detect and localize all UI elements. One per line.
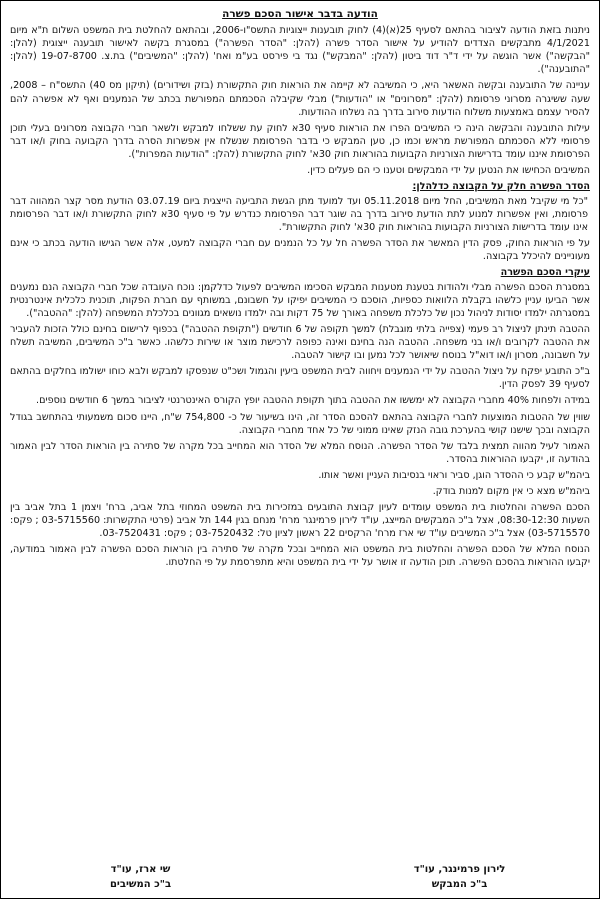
benefit-value-paragraph: שווין של ההטבות המוצעות לחברי הקבוצה בהתאם להסכם הסדר זה, הינו בשיעור של כ- 754,800 ש"ח, היינו סכום משמעותי בהתחשב בגודל הקבוצה ובכך שישנו קושי בהערכת גובה הנזק שאינו ממוני של כל אחד מחברי הקבוצה. [10,411,590,436]
claimant-counsel-name: לירון פרמינגר, עו"ד [413,864,506,875]
claimant-counsel-role: ב"כ המבקש [431,879,488,890]
settlement-group-heading: הסדר הפשרה חלק על הקבוצה כדלהלן: [412,180,590,192]
extension-paragraph: במידה ולפחות 40% מחברי הקבוצה לא ימששו את ההטבה בתוך תקופת ההטבה יופץ הקורס האינטרנטי לציבור במשך 6 חודשים נוספים. [36,395,590,407]
benefit-terms-paragraph: ההטבה תינתן לניצול רב פעמי (צפייה בלתי מוגבלת) למשך תקופה של 6 חודשים ("תקופת ההטבה") בכפוף לרישום בחינם כולל הזכות להעביר את ההטבה לקרובים ו/או בני משפחה. ההטבה הנה בחינם ואינה כפופה לרכישת מוצר או שירות כלשהו. כאשר ב"כ המשיבים, המשיבה תשלח על חשבונה, מסרון ו/או דוא"ל בנוסח שיאושר לכל נמען ובו קישור להטבה. [10,324,590,362]
court-approval-paragraph: ביהמ"ש קבע כי ההסדר הוגן, סביר וראוי בנסיבות העניין ואשר אותו. [318,469,590,481]
notice-title: הודעה בדבר אישור הסכם פשרה [222,8,378,20]
claim-grounds-paragraph: עילות התובענה והבקשה הינה כי המשיבים הפרו את הוראות סעיף 30א לחוק עת ששלחו למבקש ולשאר חברי הקבוצה מסרונים בעלי תוכן פרסומי ללא הסכמתם המפורשת מראש וכמו כן, טען המבקש כי בדבר הפרסומת שנשלח אין אפשרות הסרה בדרך הקבועה בחוק ו/או דבר הפרסומת איננו עומד בדרישות הצורניות הקבועות בהוראות חוק 30א' לחוק התקשורת (להלן: "הודעות המפרות"). [10,122,590,160]
defendants-denial-paragraph: המשיבים הכחישו את הנטען על ידי המבקשים וטענו כי הם פעלים כדין. [307,164,590,176]
intro-paragraph: ניתנות בזאת הודעה לציבור בהתאם לסעיף 25(א)(4) לחוק תובענות ייצוגיות התשס"ו-2006, ובהתאם להחלטת בית המשפט השלום ת"א מיום 4/1/2021 מתבקשים הצדדים להודיע על אישור הסדר פשרה (להלן: "הסדר הפשרה") במסגרת בקשה לאישור תובענה ייצוגית (להלן: "הבקשה") אשר הוגשה על ידי ד"ר דוד ביטון (להלן: "המבקש") נגד בי פירסט בע"מ ואח' (להלן: "המשיבים") בת.צ. 19-07-8700 (להלן: "התובענה"). [10,25,591,76]
claim-subject-paragraph: עניינה של התובענה ובקשה האשאר היא, כי המשיבה לא קיימה את הוראות חוק התקשורת (בזק ושידורים) (תיקון מס 40) התשס"ח – 2008, שעה ששיגרה מסרוני פרסומת (להלן: "מסרונים" או "הודעות") מבלי שקיבלה הסכמתם המפורשת בכתב של הנמענים ואף לא אפשרה להם להסיר עצמם באמצעות משלוח הודעות סירוב בדרך בה נשלחו ההודעות. [10,80,590,118]
no-examiner-paragraph: ביהמ"ש מצא כי אין מקום למנות בודק. [432,485,590,497]
claimant-counsel-signature [329,862,590,892]
benefit-description-paragraph: במסגרת הסכם הפשרה מבלי ולהודות בטענת מטענות המבקש הסכימו המשיבים לפעול כדלקמן: נוכח העובדה שכל חברי הקבוצה הנם נמענים אשר הביעו עניין כלשהו בקבלת הלוואות כספיות, הוסכם כי המשיבים יפיקו על חשבונם, במשותף עם חברת הפקות, תוכנית כלכלית אינטרנטית במסגרתה ילמדו יסודות לניהול נכון של כלכלת משפחה באורך של 75 דקות ובה ילמדו נושאים מגוונים בכלכלת המשפחה (להלן: "ההטבה"). [10,282,590,320]
group-applicability-paragraph: על פי הוראות החוק, פסק הדין המאשר את הסדר הפשרה חל על כל הנמנים עם חברי הקבוצה למעט, אלה אשר הגישו הודעה בכתב כי אינם מעוניינים להיכלל בקבוצה. [10,237,590,263]
binding-text-paragraph: הנוסח המלא של הסכם הפשרה והחלטות בית המשפט הוא המחייב ובכל מקרה של סתירה בין הוראות הסכם הפשרה לבין האמור במודעה, יקבעו ההוראות בהסכם הפשרה. תוכן הודעה זו אושר על ידי בית המשפט והיא מתפרסמת על פי החלטתו. [10,543,590,568]
supervision-paragraph: ב"כ התובע יפקח על ניצול ההטבה על ידי הנמענים ויחווה לבית המשפט ביעין והגמול ושכ"ט שנפסקו למבקש ולבא כוחו ישולמו בחלקים בהתאם לסעיף 39 לפסק הדין. [10,366,590,391]
respondents-counsel-name: שי ארז, עו"ד [110,864,171,875]
group-definition-quote: "כל מי שקיבל מאת המשיבים, החל מיום 05.11.2018 ועד למועד מתן הגשת התביעה הייצגית ביום 03.07.19 הודעת מסר קצר המהווה דבר פרסומת, ואין אפשרות למנוע לתת הודעת סירוב בדרך בה שוגר דבר הפרסומת כנדרש על פי סעיף 30א לחוק התקשורת ו/או דבר הפרסומת אינו עומד בדרישות הצורניות הקבועות בהוראות חוק 30א' לחוק התקשורת". [10,195,588,233]
inspection-details-paragraph: הסכם הפשרה והחלטות בית המשפט עומדים לעיון קבוצת התובעים במזכירות בית המשפט המחוזי בתל אביב, ברח' ויצמן 1 בתל אביב בין השעות 08:30-12:30, אצל ב"כ המבקשים המייצג, עו"ד לירון פרמינגר מרח' מנחם בגין 144 תל אביב (פרטי התקשרות: 03-5715560 ; פקס: 03-5715570) אצל ב"כ המשיבים עו"ד שי ארז מרח' הרקסים 22 ראשון לציון טל: 03-7520432 ; פקס: 03-7520431. [10,501,590,539]
respondents-counsel-signature [10,862,271,892]
main-points-heading: עיקרי הסכם הפשרה [500,267,590,279]
signatures [10,862,590,892]
respondents-counsel-role: ב"כ המשיבים [109,879,172,890]
summary-disclaimer-paragraph: האמור לעיל מהווה תמצית בלבד של הסדר הפשרה. הנוסח המלא של הסדר הוא המחייב בכל מקרה של סתירה בין הוראות הסדר לבין האמור בהודעה זו, יקבעו ההוראות בהסדר. [10,440,590,465]
